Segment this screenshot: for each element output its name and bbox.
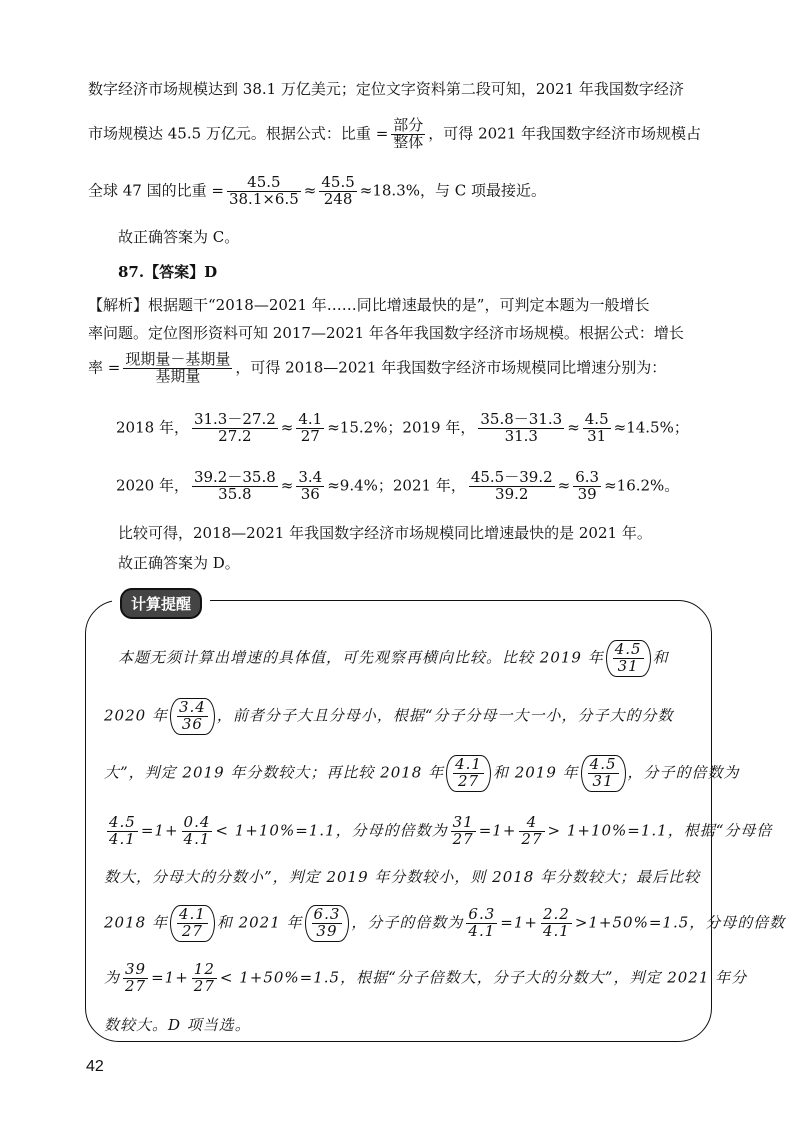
fraction: $\frac{\text{现期量－基期量}}{\text{基期量}}$ — [125, 350, 231, 385]
text-line-7: 率问题。定位图形资料可知 2017—2021 年各年我国数字经济市场规模。根据公式：增长 — [88, 324, 684, 342]
tip-line-8: 数较大。D 项当选。 — [104, 1016, 251, 1034]
fraction: $\frac{45.5}{248}$ — [321, 173, 355, 208]
tip-line-2: 2020 年 $\frac{3.4}{36}$ ，前者分子大且分母小，根据“分子分母一大一小，分子大的分数 — [104, 698, 674, 733]
text-line-11: 比较可得，2018—2021 年我国数字经济市场规模同比增速最快的是 2021 年。 — [118, 524, 652, 542]
page-number: 42 — [86, 1058, 104, 1075]
calc-tip-badge: 计算提醒 — [112, 588, 210, 619]
text-line-2: 市场规模达 45.5 万亿元。根据公式：比重 = $\frac{\text{部分}}{\text{整体}}$ ，可得 2021 年我国数字经济市场规模占 — [88, 116, 702, 151]
tip-line-7: 为 $\frac{39}{27}$ =1+ $\frac{12}{27}$ < 1+50%=1.5，根据“分子倍数大，分子大的分数大”，判定 2021 年分 — [104, 960, 748, 995]
tip-line-1: 本题无须计算出增速的具体值，可先观察再横向比较。比较 2019 年 $\frac{4.5}{31}$ 和 — [118, 640, 669, 675]
tip-line-4: $\frac{4.5}{4.1}$ =1+ $\frac{0.4}{4.1}$ < 1+10%=1.1，分母的倍数为 $\frac{31}{27}$ =1+ $\frac{4}{27}$ > 1+10%=1.1，根据“分母倍 — [109, 813, 773, 848]
text-line-3: 全球 47 国的比重 = $\frac{45.5}{38.1\times 6.5}$ ≈ $\frac{45.5}{248}$ ≈18.3%，与 C 项最接近。 — [88, 173, 547, 208]
growth-row-2: 2020 年， $\frac{39.2-35.8}{35.8}$ ≈ $\frac{3.4}{36}$ ≈9.4%；2021 年， $\frac{45.5-39.2}{39.2}$ ≈ $\frac{6.3}{39}$ ≈16.2%。 — [116, 468, 680, 503]
text-line-12: 故正确答案为 D。 — [118, 554, 240, 572]
text-line-6: 【解析】根据题干“2018—2021 年……同比增速最快的是”，可判定本题为一般增长 — [88, 296, 650, 314]
fraction: $\frac{45.5}{38.1\times 6.5}$ — [228, 173, 299, 208]
text-line-8: 率 = $\frac{\text{现期量－基期量}}{\text{基期量}}$ ，可得 2018—2021 年我国数字经济市场规模同比增速分别为： — [88, 350, 667, 385]
text-line-1: 数字经济市场规模达到 38.1 万亿美元；定位文字资料第二段可知，2021 年我国数字经济 — [88, 80, 684, 98]
answer-87: 87.【答案】D — [118, 263, 218, 281]
growth-row-1: 2018 年， $\frac{31.3-27.2}{27.2}$ ≈ $\frac{4.1}{27}$ ≈15.2%；2019 年， $\frac{35.8-31.3}{31.3}$ ≈ $\frac{4.5}{31}$ ≈14.5%； — [116, 410, 689, 445]
tip-line-3: 大”，判定 2019 年分数较大；再比较 2018 年 $\frac{4.1}{27}$ 和 2019 年 $\frac{4.5}{31}$ ，分子的倍数为 — [104, 755, 740, 790]
fraction: $\frac{\text{部分}}{\text{整体}}$ — [393, 116, 424, 151]
text-line-4: 故正确答案为 C。 — [118, 228, 240, 246]
tip-line-6: 2018 年 $\frac{4.1}{27}$ 和 2021 年 $\frac{6.3}{39}$ ，分子的倍数为 $\frac{6.3}{4.1}$ =1+ $\frac{2.2}{4.1}$ >1+50%=1.5，分母的倍数 — [104, 905, 786, 940]
tip-line-5: 数大，分母大的分数小”，判定 2019 年分数较小，则 2018 年分数较大；最后比较 — [104, 868, 701, 886]
